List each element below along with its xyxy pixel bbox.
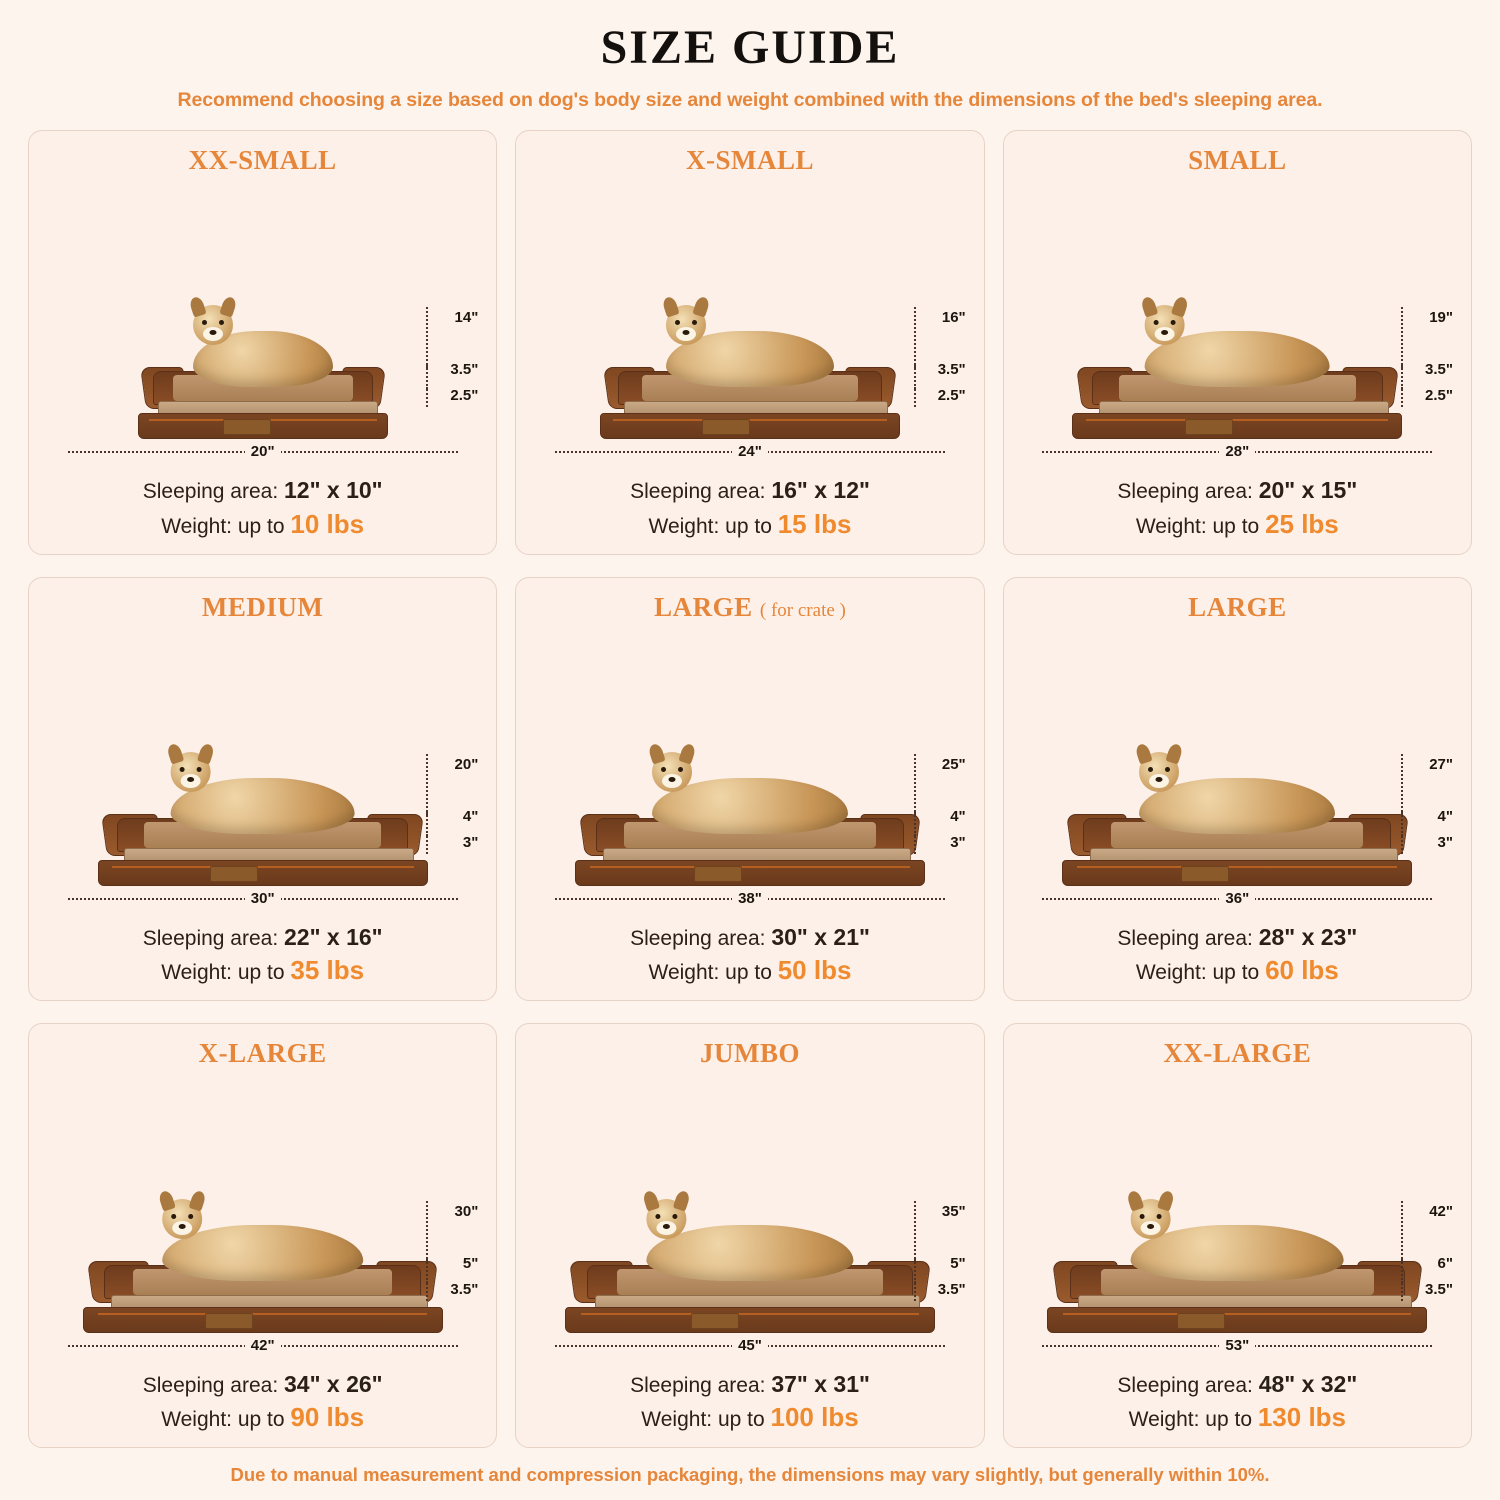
weight-line xyxy=(1117,507,1357,542)
brand-tag xyxy=(1185,419,1233,435)
weight-label: Weight: up to xyxy=(648,961,778,985)
weight-value: 25 lbs xyxy=(1265,508,1339,539)
pet-head xyxy=(1131,1199,1171,1239)
size-specs xyxy=(630,1369,870,1435)
sleeping-area-label: Sleeping area: xyxy=(1117,1373,1259,1397)
sleeping-area-value: 28" x 23" xyxy=(1258,923,1358,950)
pet-ear-right xyxy=(188,1189,206,1211)
size-card-title xyxy=(202,592,323,623)
bed-base xyxy=(600,413,900,439)
dim-bolster-height: 5" xyxy=(950,1254,966,1272)
pet-ear-right xyxy=(219,296,237,318)
pet-rottweiler xyxy=(1131,1225,1344,1281)
dim-overall-height: 35" xyxy=(941,1202,966,1220)
sleeping-area-label: Sleeping area: xyxy=(630,926,772,950)
weight-line xyxy=(630,1400,870,1435)
width-dimension xyxy=(1016,890,1459,908)
dim-bolster-height: 4" xyxy=(1437,807,1453,825)
page-subtitle: Recommend choosing a size based on dog's body size and weight combined with the dimensions of the bed's sleeping area. xyxy=(177,89,1323,111)
sleeping-area-label: Sleeping area: xyxy=(142,1373,285,1397)
sleeping-area-value: 48" x 32" xyxy=(1258,1370,1358,1397)
sleeping-area-line xyxy=(1117,922,1357,953)
size-card-x-large[interactable] xyxy=(28,1023,497,1448)
pet-eye-left xyxy=(655,1214,660,1219)
sleeping-area-line xyxy=(143,475,383,506)
size-card-title xyxy=(654,592,846,623)
pet-head xyxy=(652,752,692,792)
dim-width-value: 30" xyxy=(245,890,281,907)
pet-french-bulldog xyxy=(1145,331,1330,387)
pet-ear-right xyxy=(1171,296,1189,318)
weight-value: 130 lbs xyxy=(1257,1401,1347,1432)
bed-illustration xyxy=(1016,625,1459,916)
pet-eye-right xyxy=(196,767,201,772)
pet-eye-right xyxy=(678,767,683,772)
pet-ear-left xyxy=(1135,742,1153,764)
page-title: SIZE GUIDE xyxy=(600,21,900,74)
pet-nose xyxy=(1156,777,1163,782)
weight-label: Weight: up to xyxy=(161,514,291,538)
pet-head xyxy=(162,1199,202,1239)
weight-label: Weight: up to xyxy=(161,961,291,985)
size-name: LARGE xyxy=(654,591,753,622)
weight-line xyxy=(143,1400,383,1435)
width-dimension xyxy=(1016,443,1459,461)
weight-value: 100 lbs xyxy=(770,1401,859,1432)
pet-eye-right xyxy=(188,1214,193,1219)
pet-ear-right xyxy=(673,1189,691,1211)
pet-nose xyxy=(1161,330,1168,335)
weight-label: Weight: up to xyxy=(1135,514,1266,538)
brand-tag xyxy=(694,866,742,882)
weight-value: 90 lbs xyxy=(290,1401,365,1432)
weight-value: 50 lbs xyxy=(777,955,852,986)
width-dimension xyxy=(528,443,971,461)
bed-illustration xyxy=(528,178,971,469)
weight-label: Weight: up to xyxy=(161,1407,291,1431)
pet-head xyxy=(666,305,706,345)
dim-overall-height: 19" xyxy=(1429,309,1453,327)
bed-illustration xyxy=(41,1071,484,1362)
pet-border-collie xyxy=(1139,778,1335,834)
dim-bolster-height: 4" xyxy=(462,807,479,825)
pet-ear-right xyxy=(692,296,710,318)
size-specs xyxy=(1117,922,1357,988)
dog-bed-graphic xyxy=(575,790,925,886)
dog-bed-graphic xyxy=(138,343,388,439)
dog-bed-graphic xyxy=(1072,343,1402,439)
bed-base xyxy=(1072,413,1402,439)
bed-illustration xyxy=(41,625,484,916)
pet-eye-left xyxy=(1154,320,1159,325)
pet-ear-right xyxy=(1166,742,1184,764)
dim-mat-height: 3.5" xyxy=(937,1280,966,1298)
dog-bed-graphic xyxy=(565,1237,935,1333)
size-card-small[interactable] xyxy=(1003,130,1472,555)
pet-labrador xyxy=(646,1225,853,1281)
size-card-large[interactable] xyxy=(1003,577,1472,1002)
size-specs xyxy=(143,475,383,541)
size-specs xyxy=(630,475,870,541)
size-specs xyxy=(630,922,870,988)
brand-tag xyxy=(691,1313,739,1329)
bed-base xyxy=(1062,860,1412,886)
width-dimension xyxy=(528,1337,971,1355)
dim-width-value: 36" xyxy=(1219,890,1255,907)
pet-eye-right xyxy=(1171,320,1176,325)
sleeping-area-label: Sleeping area: xyxy=(142,480,285,504)
dim-tick-overall xyxy=(914,307,916,369)
pet-corgi xyxy=(170,778,355,834)
bed-base xyxy=(83,1307,443,1333)
weight-line xyxy=(143,953,383,988)
dog-bed-graphic xyxy=(600,343,900,439)
pet-ear-right xyxy=(1157,1189,1175,1211)
dim-overall-height: 42" xyxy=(1429,1202,1453,1220)
dim-tick-bolster xyxy=(426,365,428,389)
bed-illustration xyxy=(1016,1071,1459,1362)
sleeping-area-label: Sleeping area: xyxy=(630,1373,772,1397)
size-card-jumbo[interactable] xyxy=(515,1023,984,1448)
pet-eye-left xyxy=(179,767,184,772)
brand-tag xyxy=(205,1313,253,1329)
sleeping-area-line xyxy=(1117,1369,1357,1400)
sleeping-area-line xyxy=(630,922,870,953)
size-name-suffix: ( for crate ) xyxy=(759,599,846,621)
size-name: X-LARGE xyxy=(198,1038,327,1069)
sleeping-area-value: 22" x 16" xyxy=(284,923,383,950)
dim-width-value: 20" xyxy=(245,443,281,460)
bed-base xyxy=(565,1307,935,1333)
pet-head xyxy=(1139,752,1179,792)
bed-illustration xyxy=(528,625,971,916)
weight-label: Weight: up to xyxy=(641,1407,771,1431)
size-name: MEDIUM xyxy=(201,591,324,622)
dog-bed-graphic xyxy=(1062,790,1412,886)
pet-cat xyxy=(193,331,333,387)
dim-width-value: 42" xyxy=(245,1337,281,1354)
pet-head xyxy=(646,1199,686,1239)
size-card-grid xyxy=(28,130,1472,1448)
pet-ear-left xyxy=(647,742,665,764)
weight-value: 15 lbs xyxy=(777,508,852,539)
pet-eye-left xyxy=(171,1214,176,1219)
dim-bolster-height: 3.5" xyxy=(450,361,479,379)
weight-line xyxy=(630,507,870,542)
pet-head xyxy=(170,752,210,792)
size-name: LARGE xyxy=(1188,591,1287,622)
pet-ear-right xyxy=(678,742,696,764)
weight-label: Weight: up to xyxy=(1128,1407,1258,1431)
pet-ear-left xyxy=(1140,296,1158,318)
weight-line xyxy=(143,507,383,542)
bed-base xyxy=(575,860,925,886)
pet-eye-right xyxy=(1157,1214,1162,1219)
pet-head xyxy=(193,305,233,345)
width-dimension xyxy=(41,443,484,461)
dim-mat-height: 2.5" xyxy=(937,387,966,405)
bed-illustration xyxy=(528,1071,971,1362)
size-card-xx-small[interactable] xyxy=(28,130,497,555)
dim-bolster-height: 5" xyxy=(462,1254,479,1272)
size-card-medium[interactable] xyxy=(28,577,497,1002)
size-card-x-small[interactable] xyxy=(515,130,984,555)
pet-nose xyxy=(668,777,675,782)
pet-ear-right xyxy=(197,742,215,764)
dim-tick-mat xyxy=(426,389,428,407)
brand-tag xyxy=(1181,866,1229,882)
sleeping-area-value: 37" x 31" xyxy=(771,1370,870,1397)
pet-ear-left xyxy=(188,296,206,318)
sleeping-area-line xyxy=(630,1369,870,1400)
size-name: X-SMALL xyxy=(685,145,814,175)
dim-width-value: 45" xyxy=(732,1337,768,1354)
pet-shih-tzu xyxy=(666,331,834,387)
dim-width-value: 28" xyxy=(1219,443,1255,460)
sleeping-area-value: 16" x 12" xyxy=(771,477,870,504)
dog-bed-graphic xyxy=(83,1237,443,1333)
size-card-title xyxy=(1188,592,1287,623)
footer-note: Due to manual measurement and compression packaging, the dimensions may vary slightly, but generally within 10%. xyxy=(230,1464,1270,1485)
dim-tick-mat xyxy=(914,389,916,407)
sleeping-area-label: Sleeping area: xyxy=(1117,926,1259,950)
dim-bolster-height: 6" xyxy=(1437,1254,1453,1272)
size-card-title xyxy=(700,1038,800,1069)
pet-nose xyxy=(187,777,194,782)
pet-nose xyxy=(1147,1224,1154,1229)
sleeping-area-value: 34" x 26" xyxy=(284,1370,383,1397)
pet-eye-right xyxy=(692,320,697,325)
pet-eye-left xyxy=(1148,767,1153,772)
dim-mat-height: 3" xyxy=(1437,833,1453,851)
dim-overall-height: 25" xyxy=(941,755,966,773)
dim-overall-height: 30" xyxy=(454,1202,479,1220)
pet-eye-right xyxy=(672,1214,677,1219)
sleeping-area-line xyxy=(143,922,383,953)
dim-overall-height: 16" xyxy=(941,309,966,327)
size-card-title xyxy=(1163,1038,1311,1069)
bed-illustration xyxy=(1016,178,1459,469)
sleeping-area-value: 12" x 10" xyxy=(284,477,383,504)
dim-overall-height: 27" xyxy=(1429,755,1453,773)
width-dimension xyxy=(528,890,971,908)
size-card-title xyxy=(199,1038,327,1069)
size-specs xyxy=(1117,475,1357,541)
brand-tag xyxy=(1177,1313,1225,1329)
size-card-xx-large[interactable] xyxy=(1003,1023,1472,1448)
dim-mat-height: 3" xyxy=(462,833,479,851)
sleeping-area-line xyxy=(630,475,870,506)
size-card-title xyxy=(1188,145,1287,176)
pet-nose xyxy=(682,330,689,335)
sleeping-area-line xyxy=(143,1369,383,1400)
sleeping-area-label: Sleeping area: xyxy=(630,480,772,504)
height-dimensions xyxy=(384,303,480,423)
size-card-title xyxy=(189,145,337,176)
pet-eye-right xyxy=(1165,767,1170,772)
pet-eye-right xyxy=(219,320,224,325)
pet-ear-left xyxy=(1126,1189,1144,1211)
dim-mat-height: 3" xyxy=(950,833,966,851)
dim-width-value: 53" xyxy=(1219,1337,1255,1354)
pet-eye-left xyxy=(1140,1214,1145,1219)
dim-width-value: 24" xyxy=(732,443,768,460)
pet-eye-left xyxy=(202,320,207,325)
pet-eye-left xyxy=(675,320,680,325)
dog-bed-graphic xyxy=(98,790,428,886)
dim-mat-height: 2.5" xyxy=(450,387,479,405)
size-specs xyxy=(143,1369,383,1435)
sleeping-area-value: 30" x 21" xyxy=(771,923,870,950)
dim-mat-height: 2.5" xyxy=(1425,387,1453,405)
pet-nose xyxy=(663,1224,670,1229)
brand-tag xyxy=(223,419,271,435)
weight-line xyxy=(1117,1400,1357,1435)
dim-mat-height: 3.5" xyxy=(1425,1280,1453,1298)
size-card-title xyxy=(686,145,814,176)
pet-head xyxy=(1145,305,1185,345)
width-dimension xyxy=(1016,1337,1459,1355)
dim-bolster-height: 3.5" xyxy=(937,361,966,379)
size-name: SMALL xyxy=(1188,145,1287,175)
dog-bed-graphic xyxy=(1047,1237,1427,1333)
dim-overall-height: 14" xyxy=(454,309,479,327)
bed-illustration xyxy=(41,178,484,469)
weight-label: Weight: up to xyxy=(1135,961,1266,985)
sleeping-area-line xyxy=(1117,475,1357,506)
dim-tick-bolster xyxy=(914,365,916,389)
bed-base xyxy=(1047,1307,1427,1333)
brand-tag xyxy=(702,419,750,435)
dim-bolster-height: 4" xyxy=(950,807,966,825)
dim-width-value: 38" xyxy=(732,890,768,907)
pet-golden-retriever xyxy=(162,1225,364,1281)
dim-overall-height: 20" xyxy=(454,755,479,773)
size-name: XX-LARGE xyxy=(1163,1038,1312,1069)
weight-label: Weight: up to xyxy=(648,514,778,538)
sleeping-area-value: 20" x 15" xyxy=(1258,477,1358,504)
dim-mat-height: 3.5" xyxy=(450,1280,479,1298)
dim-tick-overall xyxy=(426,307,428,369)
pet-eye-left xyxy=(661,767,666,772)
size-name: XX-SMALL xyxy=(188,145,337,175)
size-card-large[interactable] xyxy=(515,577,984,1002)
width-dimension xyxy=(41,1337,484,1355)
weight-line xyxy=(1117,953,1357,988)
weight-value: 10 lbs xyxy=(290,508,365,539)
dim-bolster-height: 3.5" xyxy=(1425,361,1453,379)
pet-shiba-inu xyxy=(652,778,848,834)
bed-base xyxy=(98,860,428,886)
pet-ear-left xyxy=(157,1189,175,1211)
pet-nose xyxy=(178,1224,185,1229)
sleeping-area-label: Sleeping area: xyxy=(1117,480,1259,504)
weight-value: 35 lbs xyxy=(290,955,365,986)
width-dimension xyxy=(41,890,484,908)
size-specs xyxy=(143,922,383,988)
pet-ear-left xyxy=(166,742,184,764)
sleeping-area-label: Sleeping area: xyxy=(142,926,285,950)
weight-line xyxy=(630,953,870,988)
size-name: JUMBO xyxy=(699,1038,800,1069)
pet-ear-left xyxy=(661,296,679,318)
pet-nose xyxy=(209,330,216,335)
size-specs xyxy=(1117,1369,1357,1435)
weight-value: 60 lbs xyxy=(1265,955,1339,986)
brand-tag xyxy=(210,866,258,882)
pet-ear-left xyxy=(642,1189,660,1211)
